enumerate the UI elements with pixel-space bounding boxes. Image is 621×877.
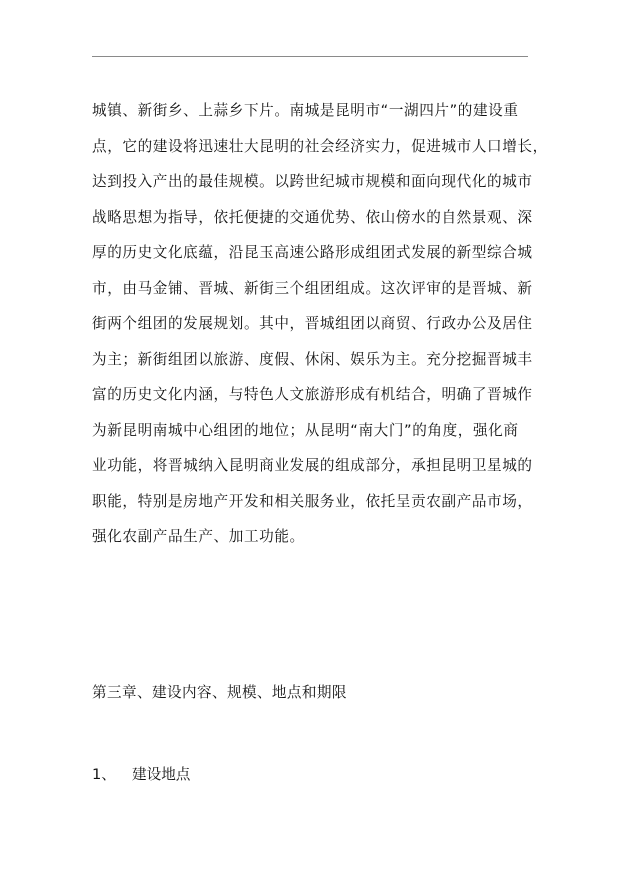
section-heading xyxy=(92,765,190,785)
paragraph-line: 强化农副产品生产、加工功能。 xyxy=(92,528,305,545)
body-paragraph xyxy=(92,97,548,559)
paragraph-line: 为主；新街组团以旅游、度假、休闲、娱乐为主。充分挖掘晋城丰 xyxy=(92,350,533,368)
paragraph-line: 街两个组团的发展规划。其中，晋城组团以商贸、行政办公及居住 xyxy=(92,315,533,332)
paragraph-line: 达到投入产出的最佳规模。以跨世纪城市规模和面向现代化的城市 xyxy=(92,173,533,190)
paragraph-line: 市，由马金铺、晋城、新街三个组团组成。这次评审的是晋城、新 xyxy=(92,279,533,297)
paragraph-line: 点，它的建设将迅速壮大昆明的社会经济实力，促进城市人口增长， xyxy=(92,137,548,155)
section-title: 建设地点 xyxy=(132,766,191,783)
paragraph-line: 职能，特别是房地产开发和相关服务业，依托呈贡农副产品市场， xyxy=(92,492,533,510)
header-rule xyxy=(92,56,528,57)
paragraph-line: 厚的历史文化底蕴，沿昆玉高速公路形成组团式发展的新型综合城 xyxy=(92,244,533,261)
paragraph-line: 富的历史文化内涵，与特色人文旅游形成有机结合，明确了晋城作 xyxy=(92,386,533,403)
paragraph-line: 为新昆明南城中心组团的地位；从昆明“南大门”的角度，强化商 xyxy=(92,421,519,439)
paragraph-line: 战略思想为指导，依托便捷的交通优势、依山傍水的自然景观、深 xyxy=(92,208,533,226)
paragraph-line: 城镇、新街乡、上蒜乡下片。南城是昆明市“一湖四片”的建设重 xyxy=(92,102,519,119)
chapter-heading: 第三章、建设内容、规模、地点和期限 xyxy=(92,684,347,701)
paragraph-line: 业功能，将晋城纳入昆明商业发展的组成部分，承担昆明卫星城的 xyxy=(92,457,533,474)
section-number: 1、 xyxy=(92,766,116,783)
